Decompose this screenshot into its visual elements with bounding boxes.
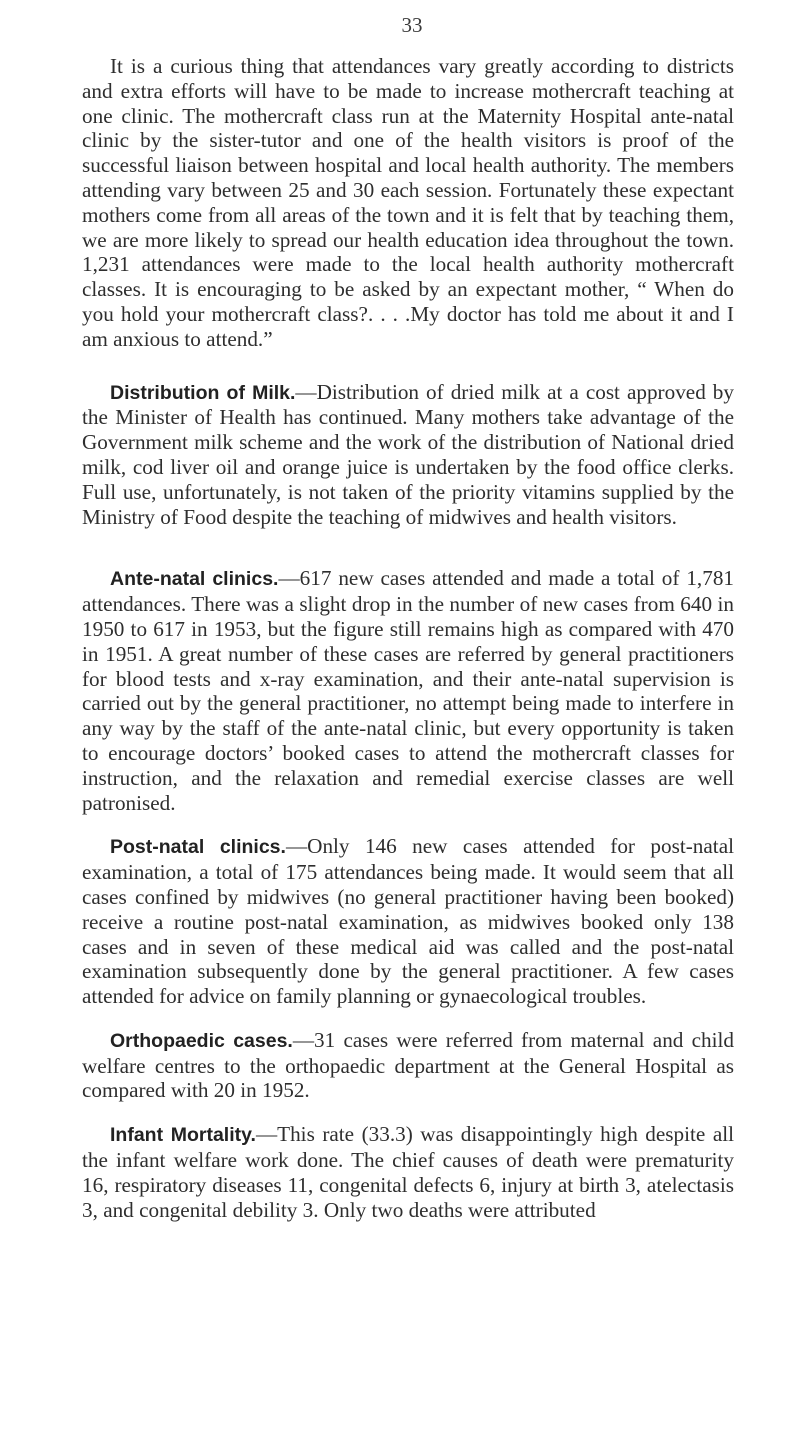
- page-number: 33: [401, 13, 423, 37]
- section-body: —617 new cases attended and made a total of 1,781 attendances. There was a slight drop in the number of new cases from 640 in 1950 to 617 in 1953, but the figure still remains high as compared with 470 in 1951. A great number of these cases are referred by general practitioners for blood tests and x-ray examination, and their ante-natal supervision is carried out by the general practitioner, no attempt being made to interfere in any way by the staff of the ante-natal clinic, but every opportunity is taken to encourage doctors’ booked cases to attend the mothercraft classes for instruction, and the relaxation and remedial exercise classes are well patronised.: [82, 566, 735, 815]
- section-heading: Infant Mortality.: [110, 1124, 256, 1147]
- section-body: —Only 146 new cases attended for post-natal examination, a total of 175 attendances being made. It would seem that all cases confined by midwives (no general practitioner having been booked) receive a routine post-natal examination, as midwives booked only 138 cases and in seven of these medical aid was called and the post-natal examination subsequently done by the general practitioner. A few cases attended for advice on family planning or gynaecological troubles.: [82, 834, 734, 1009]
- spacer: [82, 548, 734, 566]
- section-heading: Orthopaedic cases.: [110, 1029, 293, 1052]
- section-body: —31 cases were referred from maternal and child welfare centres to the orthopaedic department at the General Hospital as compared with 20 in 1952.: [82, 1027, 734, 1103]
- section-heading: Post-natal clinics.: [110, 836, 286, 859]
- section-body: —This rate (33.3) was disappointingly high despite all the infant welfare work done. The chief causes of death were prematurity 16, respiratory diseases 11, congenital defects 6, injury at birth 3, atelectasis 3, and congenital debility 3. Only two deaths were attributed: [82, 1122, 735, 1222]
- intro-paragraph: It is a curious thing that attendances vary greatly according to districts and extra efforts will have to be made to increase mothercraft teaching at one clinic. The mothercraft class run at the Maternity Hospital ante-natal clinic by the sister-tutor and one of the health visitors is proof of the successful liaison between hospital and local health authority. The members attending vary between 25 and 30 each session. Fortunately these expectant mothers come from all areas of the town and it is felt that by teaching them, we are more likely to spread our health education idea throughout the town. 1,231 attendances were made to the local health authority mothercraft classes. It is encouraging to be asked by an expectant mother, “ When do you hold your mothercraft class?. . . .My doctor has told me about it and I am anxious to attend.”: [82, 54, 734, 351]
- section-heading: Ante-natal clinics.: [110, 568, 279, 591]
- section-distribution-of-milk: [82, 380, 734, 530]
- section-infant-mortality: [82, 1122, 734, 1222]
- section-heading: Distribution of Milk.: [110, 381, 296, 404]
- section-orthopaedic-cases: [82, 1028, 734, 1103]
- section-post-natal-clinics: [82, 834, 734, 1009]
- section-ante-natal-clinics: [82, 566, 734, 815]
- section-body: —Distribution of dried milk at a cost approved by the Minister of Health has continued. Many mothers take advantage of the Government milk scheme and the work of the distribution of National dried milk, cod liver oil and orange juice is undertaken by the food office clerks. Full use, unfortunately, is not taken of the priority vitamins supplied by the Ministry of Food despite the teaching of midwives and health visitors.: [82, 379, 734, 529]
